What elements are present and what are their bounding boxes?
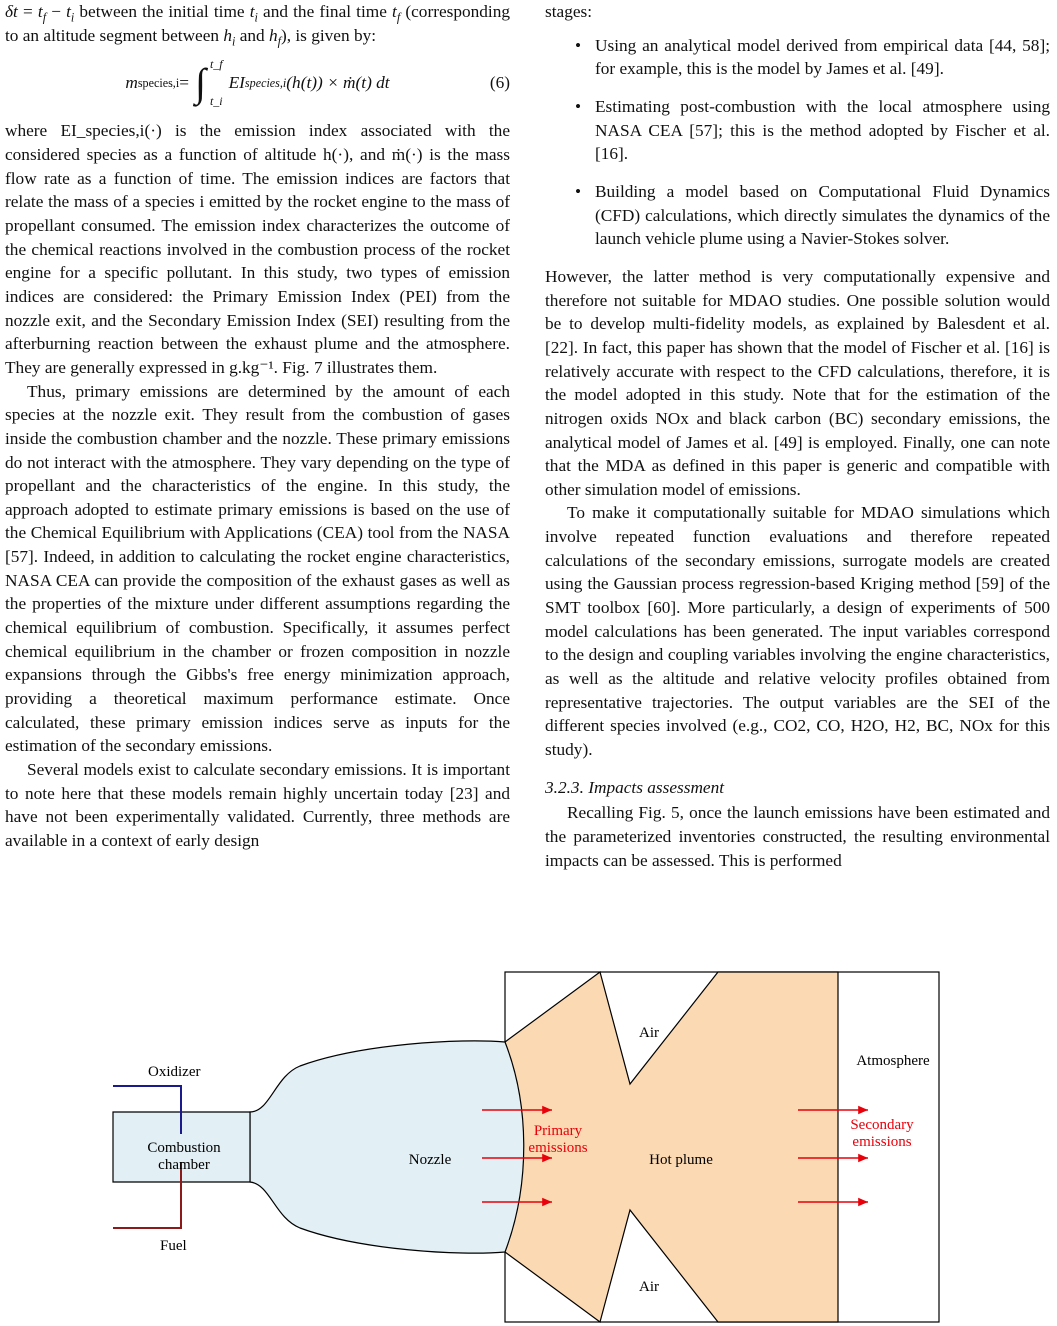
list-item: • Using an analytical model derived from empirical data [44, 58]; for example, this is the model by James et al. [49]. bbox=[595, 34, 1050, 81]
nozzle-shape bbox=[250, 1041, 524, 1253]
list-item: • Building a model based on Computational Fluid Dynamics (CFD) calculations, which directly simulates the dynamics of the launch vehicle plume using a Navier-Stokes solver. bbox=[595, 180, 1050, 251]
integral-limits: t_f t_i bbox=[209, 57, 223, 108]
primary-emissions-label-line2: emissions bbox=[528, 1140, 588, 1156]
atmosphere-label: Atmosphere bbox=[856, 1053, 930, 1069]
paragraph-several: Several models exist to calculate secondary emissions. It is important to note here that these models remain highly uncertain today [23] and have not been experimentally validated. Currently, three methods are available in a context of early design bbox=[5, 760, 510, 850]
paragraph-recalling: Recalling Fig. 5, once the launch emissions have been estimated and the parameterized inventories constructed, the resulting environmental impacts can be assessed. This is performed bbox=[545, 803, 1050, 870]
chamber-label-line1: Combustion bbox=[147, 1140, 221, 1156]
nozzle-label: Nozzle bbox=[408, 1152, 452, 1168]
equation-6: m species,i = ∫ t_f t_i EI species,i (h(t)) × ṁ(t) dt (6) bbox=[5, 47, 510, 119]
right-column bbox=[545, 0, 1050, 872]
list-item: • Estimating post-combustion with the local atmosphere using NASA CEA [57]; this is the method adopted by Fischer et al. [16]. bbox=[595, 95, 1050, 166]
air-bottom-label: Air bbox=[639, 1279, 659, 1295]
rocket-emissions-figure bbox=[0, 966, 1057, 1326]
fuel-label: Fuel bbox=[160, 1238, 187, 1254]
method-list bbox=[545, 34, 1050, 251]
primary-emissions-label-line1: Primary bbox=[533, 1123, 583, 1139]
oxidizer-label: Oxidizer bbox=[148, 1064, 201, 1080]
eq-lhs: m bbox=[125, 73, 138, 93]
paragraph-thus: Thus, primary emissions are determined by the amount of each species at the nozzle exit. They result from the combustion of gases inside the combustion chamber and the nozzle. These primary emissions do not interact with the atmosphere. They vary depending on the type of propellant and the characteristics of the engine. In this study, the approach adopted to estimate primary emissions is based on the use of the Chemical Equilibrium with Applications (CEA) tool from the NASA [57]. Indeed, in addition to calculating the rocket engine characteristics, NASA CEA can provide the composition of the exhaust gases as well as the properties of the mixture under different assumptions regarding the chemical equilibrium of combustion. Specifically, it assumes perfect chemical equilibrium in the chamber or frozen composition in nozzle expansions through the Gibbs's free energy minimization approach, providing a theoretical maximum performance estimate. Once calculated, these primary emission indices serve as inputs for the estimation of the secondary emissions. bbox=[5, 381, 510, 756]
section-heading: 3.2.3. Impacts assessment bbox=[545, 777, 725, 797]
air-top-label: Air bbox=[639, 1025, 659, 1041]
paragraph-intro: $\delta t = t_f - t_i$ between the initial time $t_i$ and the final time $t_f$ (corresponding to an altitude segment between $h_i$ and $h_f$), is given by: bbox=[5, 2, 510, 49]
paragraph-to-make: To make it computationally suitable for MDAO simulations which involve repeated function evaluations and therefore repeated calculations of the secondary emissions, surrogate models are created using the Gaussian process regression-based Kriging method [59] of the SMT toolbox [60]. More particularly, a design of experiments of 500 model calculations has been generated. The input variables correspond to the design and coupling variables involving the engine characteristics, as well as the altitude and relative velocity profiles obtained from representative trajectories. The output variables are the SEI of the different species involved (e.g., CO2, CO, H2O, H2, BC, NOx for this study). bbox=[545, 503, 1050, 760]
paragraph-stages: stages: bbox=[545, 2, 593, 21]
paragraph-however: However, the latter method is very computationally expensive and therefore not suitable for MDAO studies. One possible solution would be to develop multi-fidelity models, as explained by Balesdent et al. [22]. In fact, this paper has shown that the model of Fischer et al. [16] is relatively accurate with respect to the CFD calculations, therefore, it is the model adopted in this study. Note that for the estimation of the nitrogen oxids NOx and black carbon (BC) secondary emissions, the analytical model of James et al. [49] is employed. Finally, one can note that the MDA as defined in this paper is generic and compatible with other simulation model of emissions. bbox=[545, 266, 1050, 499]
left-column bbox=[5, 0, 510, 853]
integral-sign: ∫ bbox=[194, 60, 206, 106]
paragraph-where: where EI_species,i(·) is the emission index associated with the considered species as a function of altitude h(·), and ṁ(·) is the mass flow rate as a function of time. The emission indices are factors that relate the mass of a species i emitted by the rocket engine to the mass of propellant consumed. The emission index characterizes the outcome of the chemical reactions involved in the combustion process of the rocket engine for a specific pollutant. In this study, two types of emission indices are considered: the Primary Emission Index (PEI) from the nozzle exit, and the Secondary Emission Index (SEI) resulting from the afterburning reaction between the exhaust plume and the atmosphere. They are generally expressed in g.kg⁻¹. Fig. 7 illustrates them. bbox=[5, 121, 510, 377]
secondary-emissions-label-line2: emissions bbox=[852, 1134, 912, 1150]
secondary-emissions-label-line1: Secondary bbox=[850, 1117, 914, 1133]
equation-number: (6) bbox=[489, 73, 510, 93]
chamber-label-line2: chamber bbox=[158, 1157, 210, 1173]
hot-plume-label: Hot plume bbox=[649, 1152, 713, 1168]
